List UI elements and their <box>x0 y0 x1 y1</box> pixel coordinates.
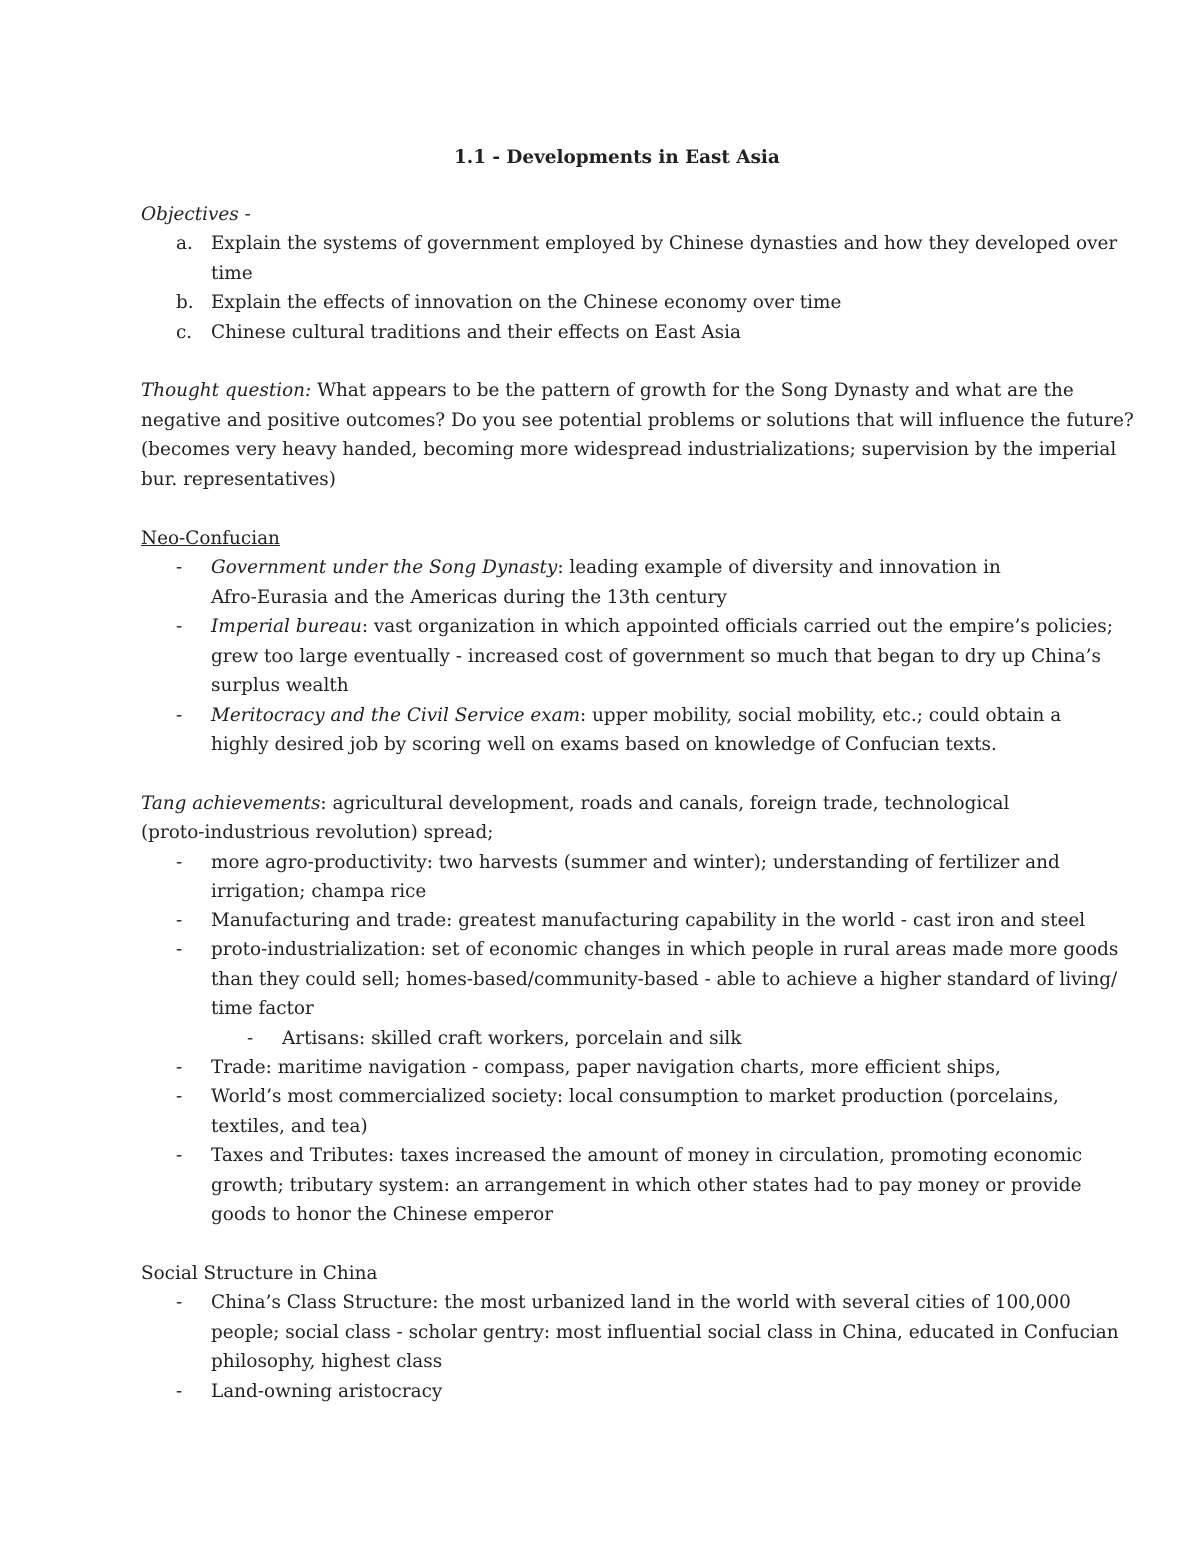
bullet-marker: - <box>176 852 183 873</box>
term-label: Imperial bureau <box>211 616 362 637</box>
social-item-line: Land-owning aristocracy <box>211 1381 443 1402</box>
tang-item-line: Taxes and Tributes: taxes increased the amount of money in circulation, promoting economic <box>211 1145 1083 1166</box>
bullet-marker: - <box>176 910 183 931</box>
tang-item-line: time factor <box>211 998 314 1019</box>
social-item-line: China’s Class Structure: the most urbanized land in the world with several cities of 100,000 <box>211 1292 1071 1313</box>
thought-question-line: negative and positive outcomes? Do you see potential problems or solutions that will influence the future? <box>141 410 1134 431</box>
objective-a-line: time <box>211 263 253 284</box>
objective-b-line: Explain the effects of innovation on the Chinese economy over time <box>211 292 842 313</box>
tang-achievements-label: Tang achievements <box>141 793 321 814</box>
bullet-marker: - <box>176 616 183 637</box>
thought-question-line: (becomes very heavy handed, becoming more widespread industrializations; supervision by the imperial <box>141 439 1117 460</box>
thought-question-label: Thought question: <box>141 380 312 401</box>
bullet-marker: - <box>176 939 183 960</box>
tang-achievements-line: (proto-industrious revolution) spread; <box>141 822 494 843</box>
objective-marker-a: a. <box>176 233 193 254</box>
neo-confucian-heading: Neo-Confucian <box>141 528 280 549</box>
bullet-marker: - <box>176 705 183 726</box>
thought-question-line: bur. representatives) <box>141 469 336 490</box>
neo-confucian-item-line <box>211 704 1061 728</box>
term-definition: : vast organization in which appointed officials carried out the empire’s policies; <box>361 616 1113 637</box>
bullet-marker: - <box>176 1057 183 1078</box>
tang-achievements-text: : agricultural development, roads and canals, foreign trade, technological <box>320 793 1010 814</box>
document-title: 1.1 - Developments in East Asia <box>454 147 780 168</box>
neo-confucian-item-line <box>211 615 1113 639</box>
objective-c-line: Chinese cultural traditions and their effects on East Asia <box>211 322 741 343</box>
term-label: Government under the Song Dynasty <box>211 557 558 578</box>
bullet-marker: - <box>176 557 183 578</box>
tang-item-line: more agro-productivity: two harvests (summer and winter); understanding of fertilizer and <box>211 852 1060 873</box>
tang-item-line: growth; tributary system: an arrangement in which other states had to pay money or provide <box>211 1175 1082 1196</box>
social-item-line: philosophy, highest class <box>211 1351 443 1372</box>
neo-confucian-item-line: highly desired job by scoring well on exams based on knowledge of Confucian texts. <box>211 734 997 755</box>
neo-confucian-item-line: surplus wealth <box>211 675 349 696</box>
tang-item-line: irrigation; champa rice <box>211 881 427 902</box>
tang-item-line: goods to honor the Chinese emperor <box>211 1204 554 1225</box>
tang-item-line: Manufacturing and trade: greatest manufacturing capability in the world - cast iron and steel <box>211 910 1086 931</box>
term-definition: : upper mobility, social mobility, etc.; could obtain a <box>580 705 1062 726</box>
objectives-heading: Objectives - <box>141 204 251 225</box>
bullet-marker: - <box>176 1292 183 1313</box>
bullet-marker: - <box>176 1086 183 1107</box>
social-structure-heading: Social Structure in China <box>141 1263 378 1284</box>
tang-achievements-line <box>141 792 1009 816</box>
thought-question-line <box>141 379 1074 403</box>
neo-confucian-item-line <box>211 556 1001 580</box>
neo-confucian-item-line: grew too large eventually - increased cost of government so much that began to dry up China’s <box>211 646 1101 667</box>
term-definition: : leading example of diversity and innovation in <box>557 557 1001 578</box>
neo-confucian-item-line: Afro-Eurasia and the Americas during the 13th century <box>211 587 727 608</box>
objective-marker-c: c. <box>176 322 193 343</box>
social-item-line: people; social class - scholar gentry: most influential social class in China, educated in Confucian <box>211 1322 1119 1343</box>
tang-item-line: textiles, and tea) <box>211 1116 368 1137</box>
tang-item-line: Trade: maritime navigation - compass, paper navigation charts, more efficient ships, <box>211 1057 1001 1078</box>
tang-item-line: than they could sell; homes-based/community-based - able to achieve a higher standard of living/ <box>211 969 1118 990</box>
tang-item-line: proto-industrialization: set of economic changes in which people in rural areas made more goods <box>211 939 1119 960</box>
objective-a-line: Explain the systems of government employed by Chinese dynasties and how they developed over <box>211 233 1118 254</box>
tang-subitem-line: Artisans: skilled craft workers, porcelain and silk <box>282 1028 742 1049</box>
tang-item-line: World’s most commercialized society: local consumption to market production (porcelains, <box>211 1086 1059 1107</box>
term-label: Meritocracy and the Civil Service exam <box>211 705 581 726</box>
thought-question-text: What appears to be the pattern of growth for the Song Dynasty and what are the <box>311 380 1074 401</box>
bullet-marker: - <box>176 1381 183 1402</box>
sub-bullet-marker: - <box>247 1028 254 1049</box>
objective-marker-b: b. <box>176 292 194 313</box>
bullet-marker: - <box>176 1145 183 1166</box>
